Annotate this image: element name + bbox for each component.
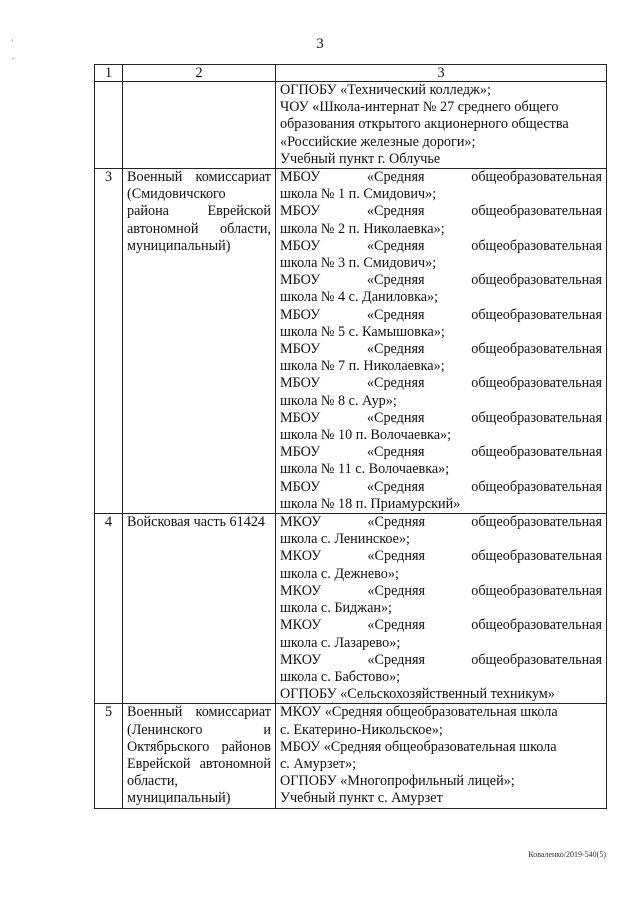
page-number: 3 [316, 36, 324, 52]
commissariat-line: муниципальный) [127, 790, 231, 807]
schools-cell [276, 169, 607, 514]
school-line: МКОУ «Средняя общеобразовательная школа [280, 704, 558, 721]
commissariat-cell [123, 514, 276, 704]
commissariat-line: (Ленинского и [127, 721, 271, 738]
school-line: МКОУ «Средняя общеобразовательная [280, 514, 602, 531]
school-line: школа с. Ленинское»; [280, 531, 410, 548]
column-header: 1 [95, 65, 123, 82]
commissariat-line: Еврейской автономной [127, 755, 271, 772]
school-line: школа № 2 п. Николаевка»; [280, 220, 445, 237]
school-line: школа № 8 с. Аур»; [280, 392, 397, 409]
school-line: школа № 3 п. Смидович»; [280, 255, 437, 272]
commissariat-line: района Еврейской [127, 203, 271, 220]
commissariat-line: области, [127, 773, 178, 790]
commissariat-line: автономной области, [127, 220, 271, 237]
table-body [95, 82, 607, 809]
commissariat-line: (Смидовичского [127, 186, 226, 203]
commissariat-line: Военный комиссариат [127, 169, 271, 186]
school-line: школа № 10 п. Волочаевка»; [280, 427, 452, 444]
school-line: школа № 4 с. Даниловка»; [280, 289, 439, 306]
school-line: МБОУ «Средняя общеобразовательная [280, 272, 602, 289]
school-line: ОГПОБУ «Технический колледж»; [280, 82, 491, 98]
row-number: 3 [95, 169, 123, 514]
school-line: МБОУ «Средняя общеобразовательная [280, 237, 602, 254]
school-line: МКОУ «Средняя общеобразовательная [280, 617, 602, 634]
school-line: школа № 11 с. Волочаевка»; [280, 461, 450, 478]
commissariat-line: Октябрьского районов [127, 738, 271, 755]
school-line: МБОУ «Средняя общеобразовательная [280, 341, 602, 358]
school-line: ОГПОБУ «Сельскохозяйственный техникум» [280, 686, 555, 703]
school-line: ЧОУ «Школа-интернат № 27 среднего общего [280, 99, 559, 116]
document-reference: Коваленко/2019-540(5) [528, 850, 606, 859]
school-line: ОГПОБУ «Многопрофильный лицей»; [280, 773, 515, 790]
school-line: школа № 7 п. Николаевка»; [280, 358, 445, 375]
commissariat-line: Войсковая часть 61424 [127, 514, 266, 531]
school-line: МБОУ «Средняя общеобразовательная [280, 203, 602, 220]
school-line: школа № 1 п. Смидович»; [280, 186, 437, 203]
schools-cell [276, 82, 607, 169]
school-line: МКОУ «Средняя общеобразовательная [280, 548, 602, 565]
school-line: Учебный пункт с. Амурзет [280, 790, 443, 807]
school-line: с. Екатерино-Никольское»; [280, 721, 443, 738]
school-line: с. Амурзет»; [280, 755, 357, 772]
table-row [95, 82, 607, 169]
row-number: 5 [95, 704, 123, 808]
column-header: 3 [276, 65, 607, 82]
school-line: МБОУ «Средняя общеобразовательная [280, 409, 602, 426]
school-line: школа с. Биджан»; [280, 600, 393, 617]
school-line: МБОУ «Средняя общеобразовательная [280, 306, 602, 323]
school-line: МБОУ «Средняя общеобразовательная [280, 478, 602, 495]
school-line: школа с. Бабстово»; [280, 668, 401, 685]
table-row [95, 169, 607, 514]
commissariat-cell [123, 169, 276, 514]
table-row [95, 704, 607, 808]
school-line: МБОУ «Средняя общеобразовательная школа [280, 738, 557, 755]
school-line: школа с. Дежнево»; [280, 565, 399, 582]
table-row [95, 514, 607, 704]
column-header: 2 [123, 65, 276, 82]
school-line: МКОУ «Средняя общеобразовательная [280, 582, 602, 599]
assignment-table [94, 64, 607, 809]
school-line: образования открытого акционерного общества [280, 116, 569, 133]
commissariat-cell [123, 82, 276, 169]
table-header-row [95, 65, 607, 82]
commissariat-cell [123, 704, 276, 808]
school-line: МБОУ «Средняя общеобразовательная [280, 169, 602, 186]
school-line: МБОУ «Средняя общеобразовательная [280, 444, 602, 461]
margin-mark: . [12, 52, 14, 61]
school-line: «Российские железные дороги»; [280, 133, 476, 150]
schools-cell [276, 514, 607, 704]
school-line: МБОУ «Средняя общеобразовательная [280, 375, 602, 392]
school-line: школа № 18 п. Приамурский» [280, 495, 461, 512]
school-line: школа № 5 с. Камышовка»; [280, 323, 445, 340]
row-number: 4 [95, 514, 123, 704]
margin-mark: ' [12, 38, 14, 47]
row-number [95, 82, 123, 169]
schools-cell [276, 704, 607, 808]
school-line: МКОУ «Средняя общеобразовательная [280, 651, 602, 668]
commissariat-line: Военный комиссариат [127, 704, 271, 721]
school-line: Учебный пункт г. Облучье [280, 150, 441, 167]
commissariat-line: муниципальный) [127, 237, 231, 254]
school-line: школа с. Лазарево»; [280, 634, 401, 651]
